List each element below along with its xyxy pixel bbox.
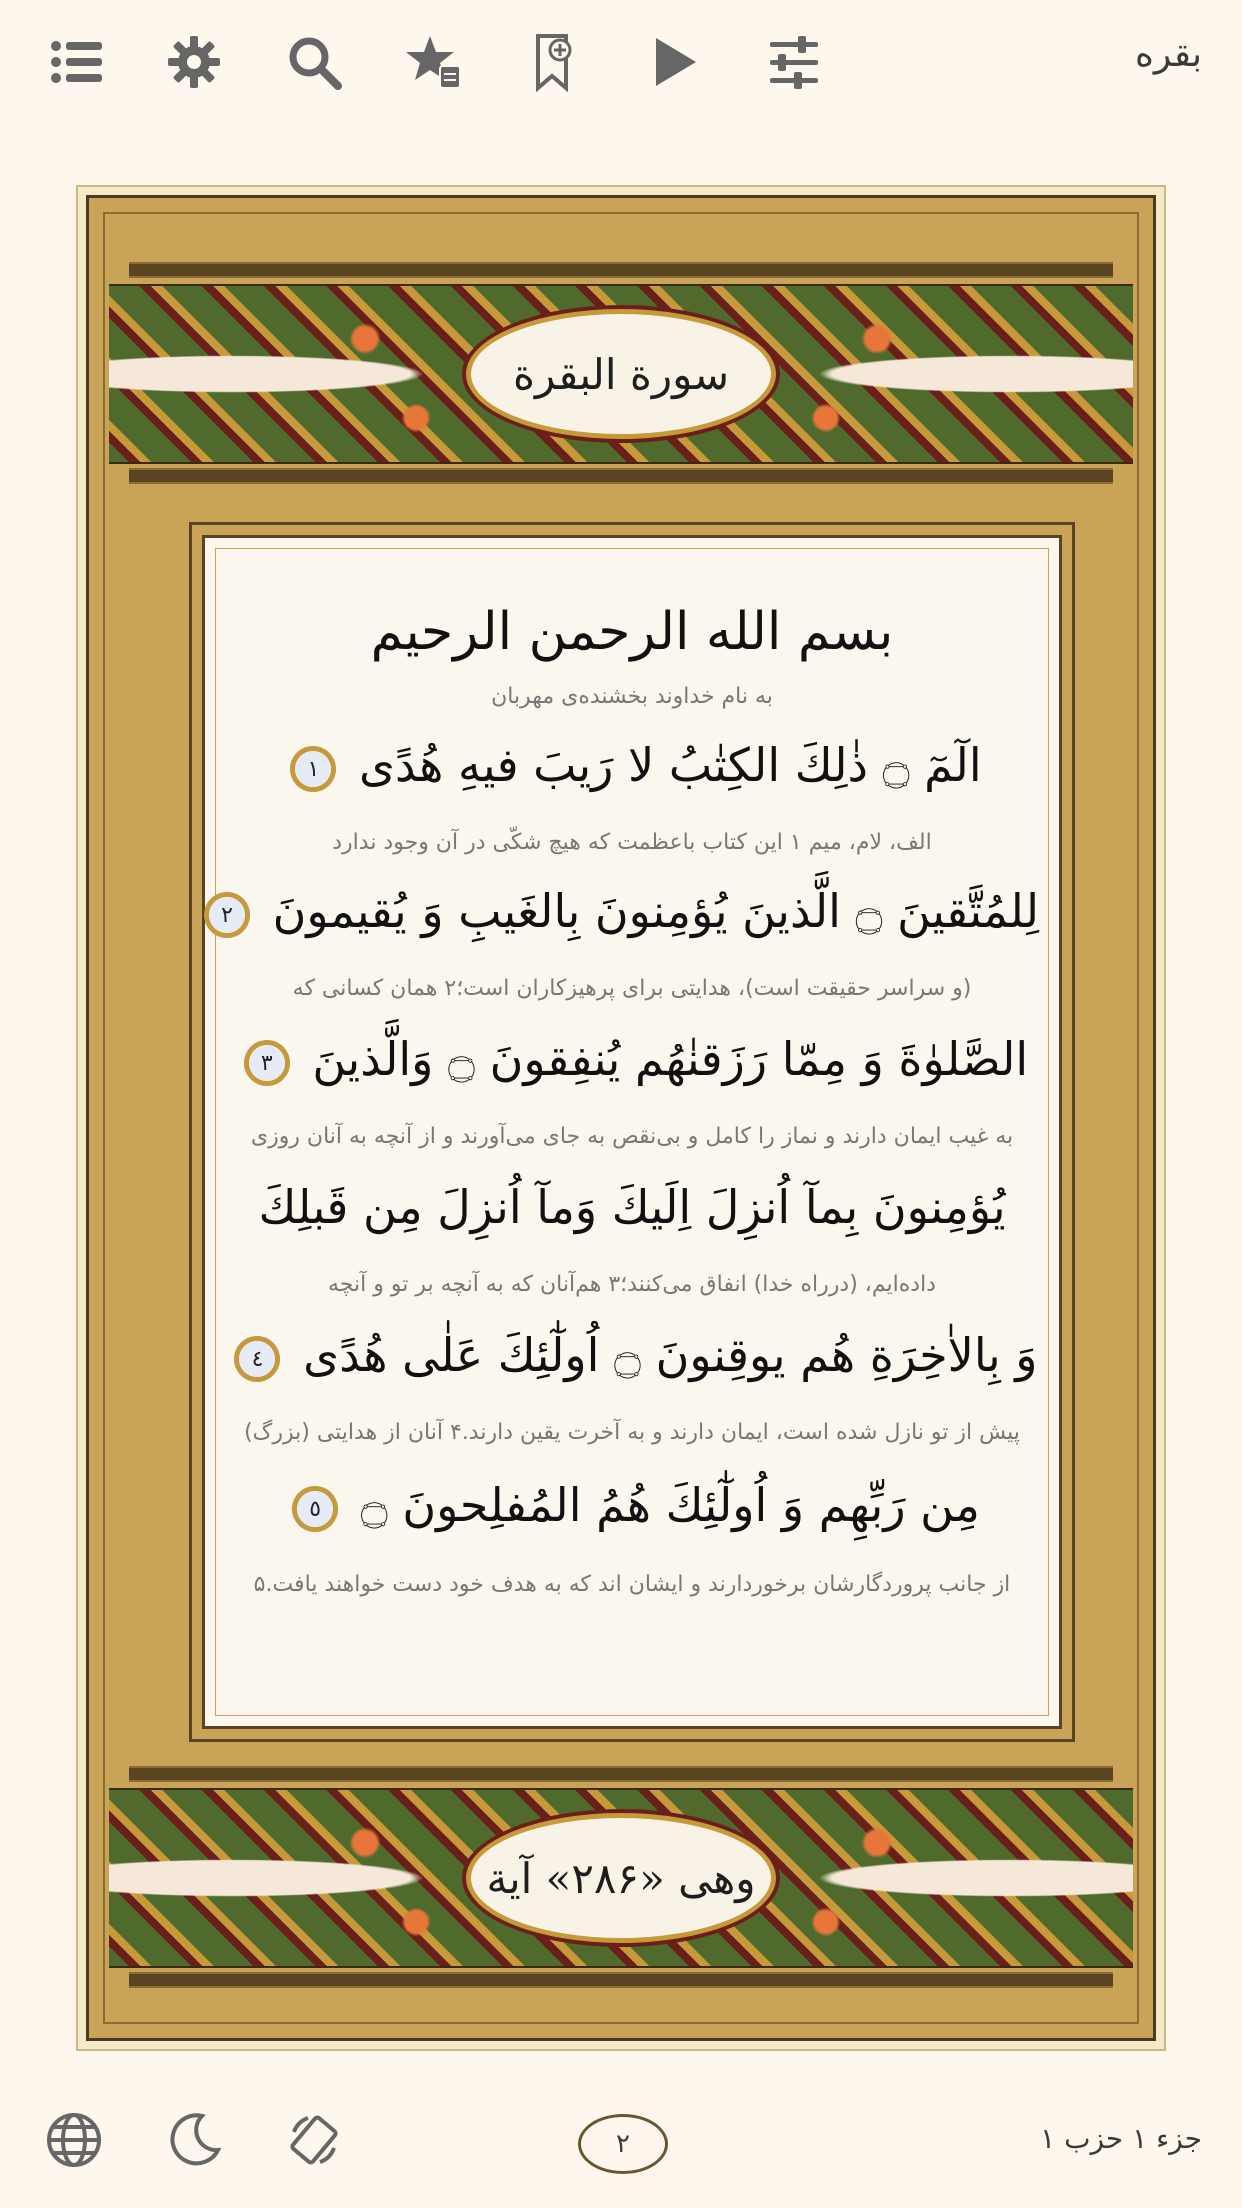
- add-bookmark-icon[interactable]: [522, 30, 586, 94]
- top-toolbar: [0, 0, 1242, 120]
- footer-ornament: [109, 1788, 1133, 1968]
- rotate-icon[interactable]: [282, 2108, 346, 2172]
- ayah-line-2[interactable]: لِلمُتَّقينَ ۝ الَّذينَ يُؤمِنونَ بِالغَيبِ وَ يُقيمونَ ٢: [225, 884, 1039, 938]
- top-rule: [129, 262, 1113, 278]
- ayah-marker[interactable]: ٥: [292, 1486, 338, 1532]
- mushaf-page[interactable]: [76, 185, 1166, 2051]
- ayah-line-4[interactable]: يُؤمِنونَ بِمآ اُنزِلَ اِلَيكَ وَمآ اُنزِلَ مِن قَبلِكَ: [258, 1180, 1006, 1234]
- bookmarks-icon[interactable]: [402, 30, 466, 94]
- header-ornament: [109, 284, 1133, 464]
- moon-icon[interactable]: [162, 2108, 226, 2172]
- ayah-line-3[interactable]: الصَّلوٰةَ وَ مِمّا رَزَقنٰهُم يُنفِقونَ ۝ وَالَّذينَ ٣: [225, 1032, 1039, 1086]
- play-icon[interactable]: [642, 30, 706, 94]
- ayah-marker[interactable]: ١: [290, 746, 336, 792]
- adjust-icon[interactable]: [762, 30, 826, 94]
- ayah-marker[interactable]: ٢: [204, 892, 250, 938]
- globe-icon[interactable]: [42, 2108, 106, 2172]
- search-icon[interactable]: [282, 30, 346, 94]
- ayah-marker[interactable]: ٤: [234, 1336, 280, 1382]
- translation-line-4: داده‌ایم، (درراه خدا) انفاق می‌کنند؛۳ هم‌آنان که به آنچه بر تو و آنچه: [328, 1272, 936, 1297]
- translation-line-1: الف، لام، میم ۱ این کتاب باعظمت که هیچ شکّی در آن وجود ندارد: [332, 830, 932, 855]
- ayah-count: وهی «۲۸۶» آیة: [466, 1813, 776, 1943]
- bottom-rule: [129, 1972, 1113, 1988]
- page-frame: [86, 195, 1156, 2041]
- bottom-toolbar: [0, 2100, 1242, 2208]
- translation-line-6: از جانب پروردگارشان برخوردارند و ایشان اند که به هدف خود دست خواهند یافت.۵: [253, 1572, 1011, 1597]
- surah-title: سورة البقرة: [466, 309, 776, 439]
- surah-name: بقره: [1135, 34, 1202, 75]
- ayah-line-5[interactable]: وَ بِالاٰخِرَةِ هُم يوقِنونَ ۝ اُولٰٓئِكَ عَلٰى هُدًى ٤: [225, 1328, 1039, 1382]
- bismillah: بسم الله الرحمن الرحيم: [370, 602, 894, 662]
- ayah-marker[interactable]: ٣: [244, 1040, 290, 1086]
- list-icon[interactable]: [44, 30, 108, 94]
- translation-line-5: پیش از تو نازل شده است، ایمان دارند و به آخرت یقین دارند.۴ آنان از هدایتی (بزرگ): [244, 1420, 1020, 1445]
- page-number[interactable]: ۲: [578, 2114, 668, 2174]
- ayah-line-6[interactable]: مِن رَبِّهِم وَ اُولٰٓئِكَ هُمُ المُفلِحونَ ۝ ٥: [225, 1478, 1039, 1532]
- text-panel: [202, 535, 1062, 1729]
- bottom-rule-top: [129, 1766, 1113, 1782]
- juz-hizb-info: جزء ۱ حزب ۱: [1040, 2122, 1202, 2155]
- settings-icon[interactable]: [162, 30, 226, 94]
- bismillah-translation: به نام خداوند بخشنده‌ی مهربان: [491, 684, 773, 709]
- ayah-line-1[interactable]: الٓمٓ ۝ ذٰلِكَ الكِتٰبُ لا رَيبَ فيهِ هُدًى ١: [225, 738, 1039, 792]
- top-rule-bottom: [129, 468, 1113, 484]
- translation-line-3: به غیب ایمان دارند و نماز را کامل و بی‌نقص به جای می‌آورند و از آنچه به آنان روزی: [250, 1124, 1014, 1149]
- translation-line-2: (و سراسر حقیقت است)، هدایتی برای پرهیزکاران است؛۲ همان کسانی که: [292, 976, 972, 1001]
